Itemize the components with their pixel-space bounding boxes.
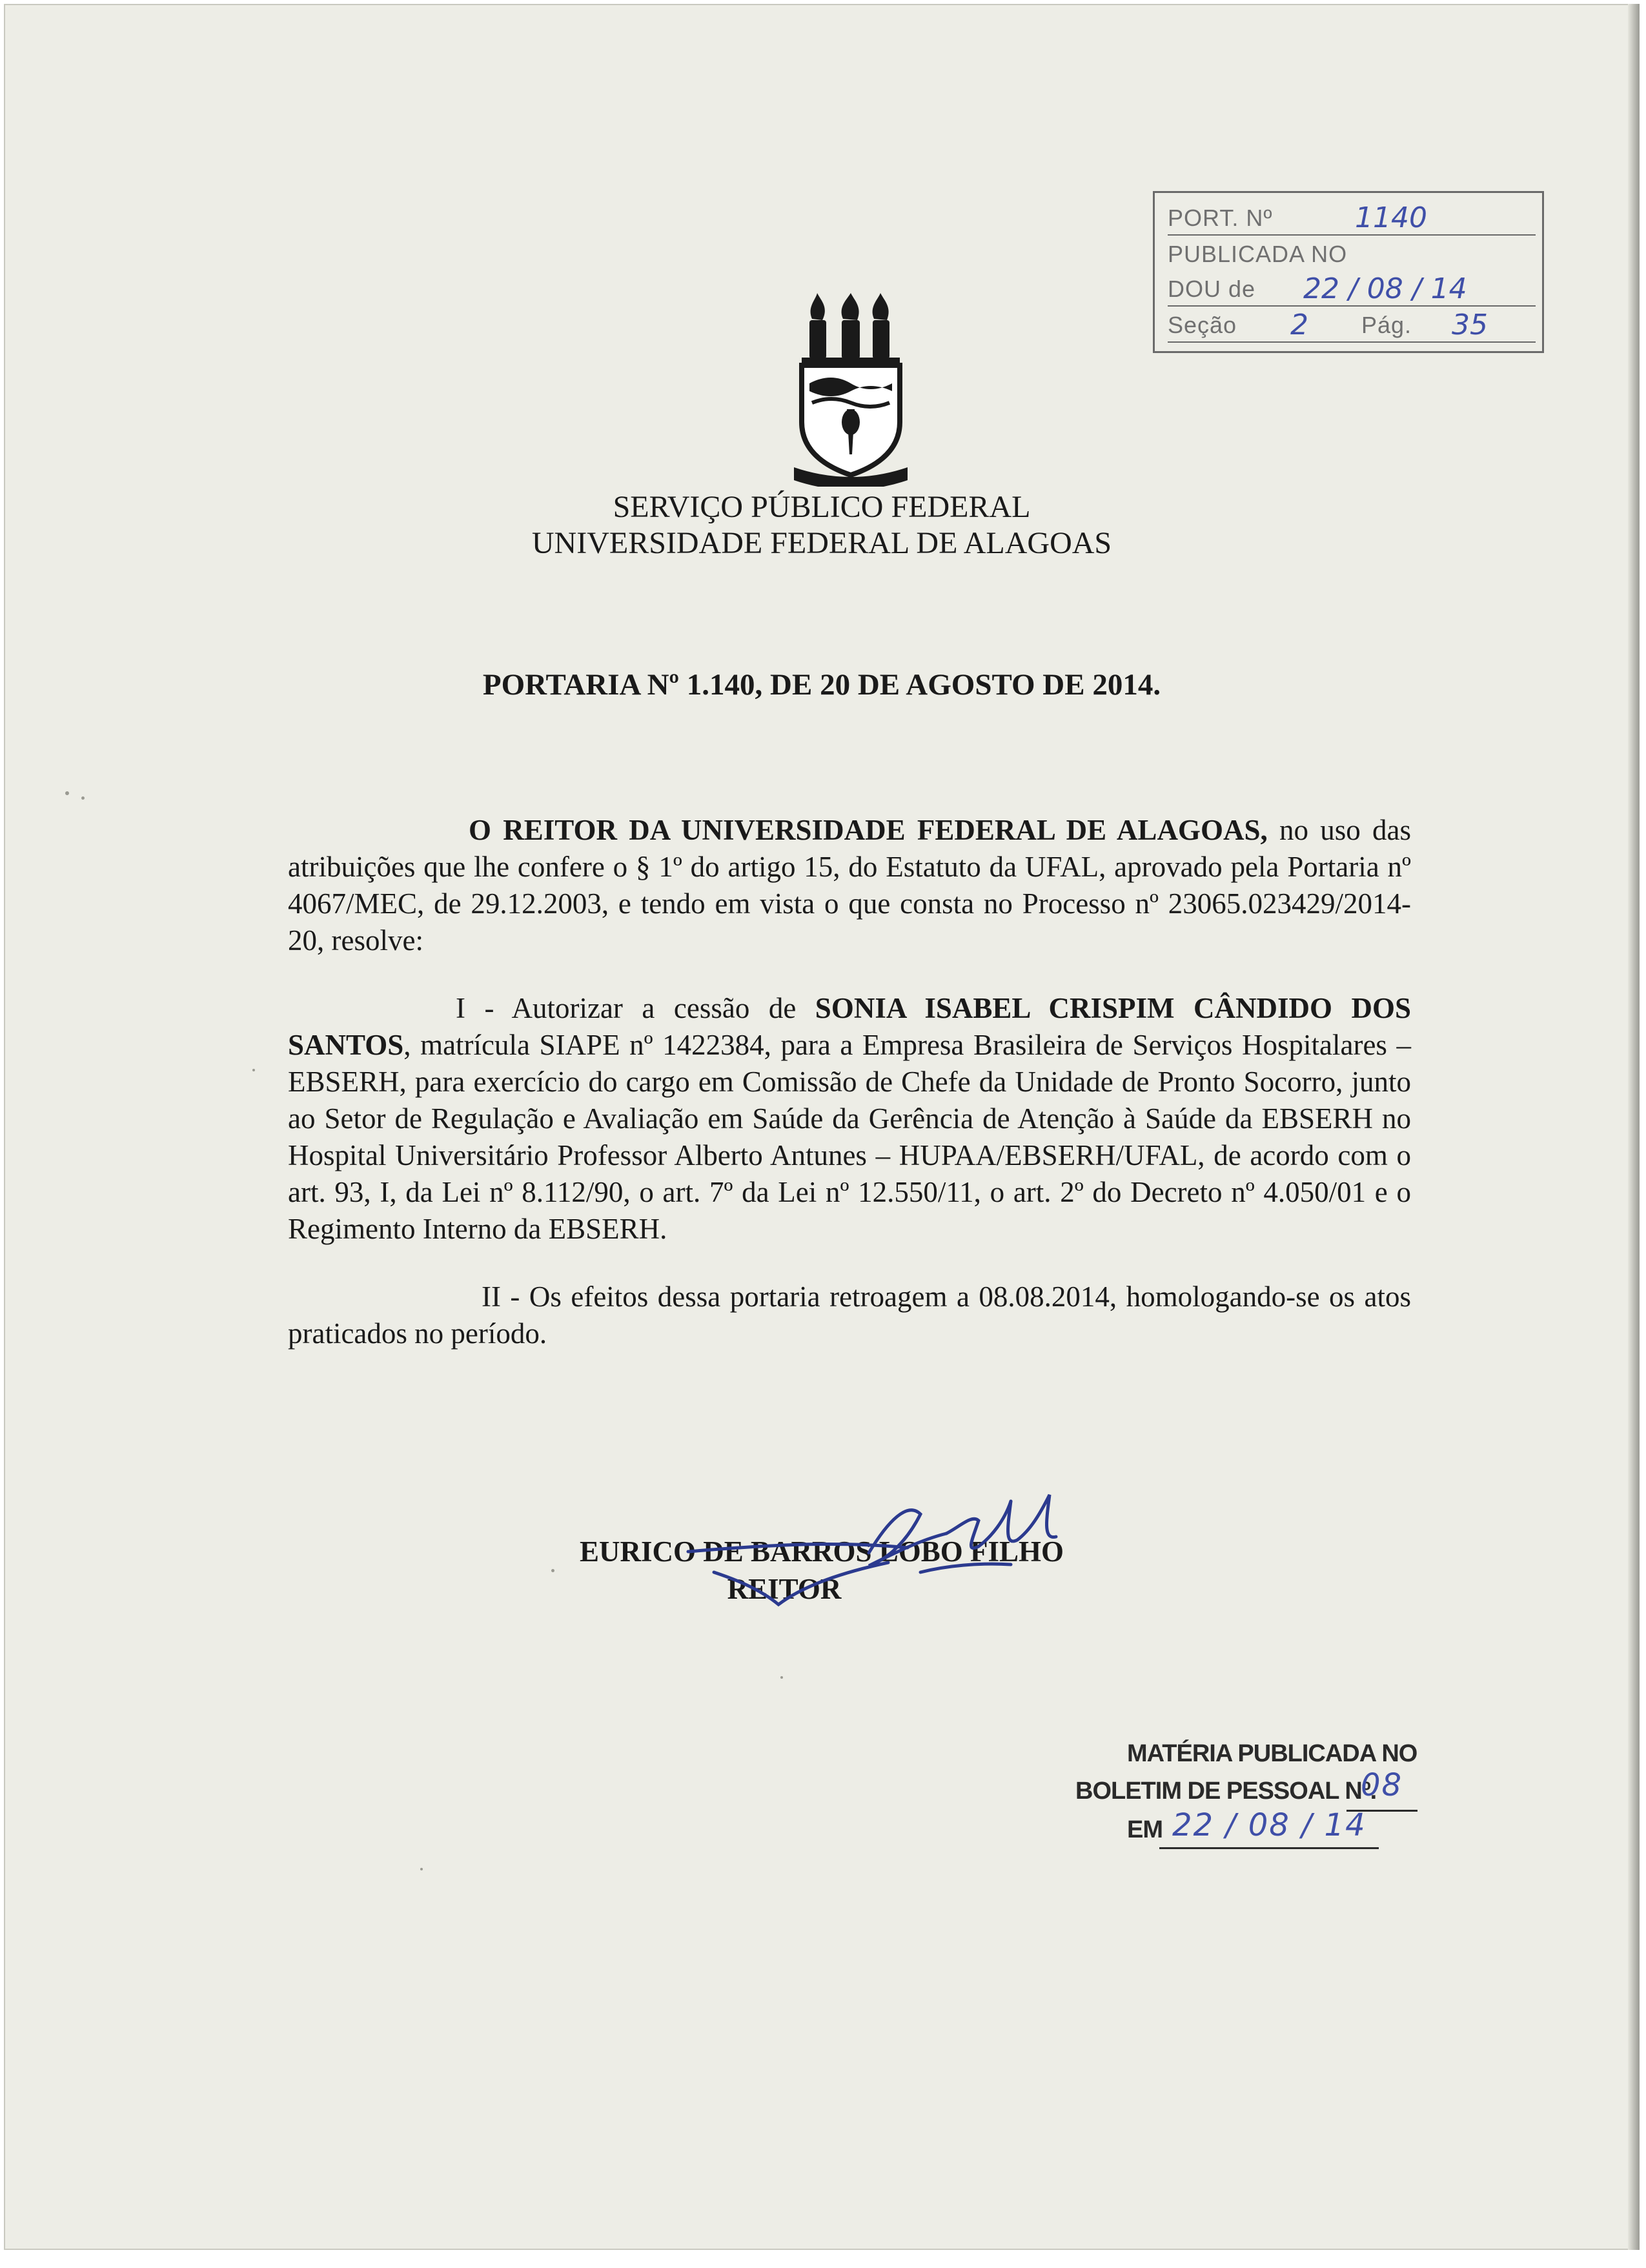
ufal-coat-of-arms-icon <box>793 293 909 487</box>
article-1-text-b: , matrícula SIAPE nº 1422384, para a Empresa Brasileira de Serviços Hospitalares – EBSERH, para exercício do cargo em Comissão de Chefe da Unidade de Pronto Socorro, junto ao Setor de Regulação e Avaliação em Saúde da Gerência de Atenção à Saúde da EBSERH no Hospital Universitário Professor Alberto Antunes – HUPAA/EBSERH/UFAL, de acordo com o art. 93, I, da Lei nº 8.112/90, o art. 7º da Lei nº 12.550/11, o art. 2º do Decreto nº 4.050/01 e o Regimento Interno da EBSERH. <box>288 1029 1411 1245</box>
materia-date-value: 22 / 08 / 14 <box>1172 1807 1367 1843</box>
stamp-dou-value: 22 / 08 / 14 <box>1303 272 1467 305</box>
document-title: PORTARIA Nº 1.140, DE 20 DE AGOSTO DE 2014. <box>482 668 1161 702</box>
materia-underline-2 <box>1159 1847 1379 1849</box>
stamp-secao-value: 2 <box>1290 309 1308 341</box>
document-page <box>4 4 1640 2250</box>
stamp-port-value: 1140 <box>1355 201 1427 234</box>
article-2-text: II - Os efeitos dessa portaria retroagem a 08.08.2014, homologando-se os atos praticados no período. <box>288 1281 1411 1350</box>
stamp-pag-label: Pág. <box>1361 312 1412 338</box>
stamp-row-secao <box>1168 305 1536 343</box>
materia-boletim-value: 08 <box>1361 1767 1403 1803</box>
materia-line3-label: EM <box>1127 1816 1163 1843</box>
handwritten-signature <box>675 1475 1088 1617</box>
article-1-text-a: I - Autorizar a cessão de <box>456 992 815 1024</box>
stamp-secao-label: Seção <box>1168 312 1237 338</box>
materia-line2: BOLETIM DE PESSOAL Nº. <box>1075 1777 1377 1805</box>
stamp-publicada-label: PUBLICADA NO <box>1168 241 1348 267</box>
preamble-bold-lead: O REITOR DA UNIVERSIDADE FEDERAL DE ALAGOAS, <box>469 814 1268 846</box>
header-university: UNIVERSIDADE FEDERAL DE ALAGOAS <box>531 526 1112 560</box>
paper-speck <box>551 1569 554 1572</box>
article-1-name: SONIA ISABEL CRISPIM CÂNDIDO DOS SANTOS <box>288 992 1411 1061</box>
paper-speck <box>81 796 85 800</box>
materia-line1: MATÉRIA PUBLICADA NO <box>1127 1740 1417 1767</box>
signatory-name: EURICO DE BARROS LOBO FILHO <box>579 1535 1064 1568</box>
boletim-publication-stamp <box>1075 1740 1437 1882</box>
stamp-dou-label: DOU de <box>1168 276 1256 302</box>
stamp-row-publicada <box>1168 234 1536 270</box>
stamp-pag-value: 35 <box>1452 309 1488 341</box>
stamp-port-label: PORT. Nº <box>1168 205 1273 231</box>
stamp-row-dou <box>1168 269 1536 307</box>
paper-speck <box>780 1676 783 1679</box>
paper-speck <box>252 1069 255 1071</box>
paper-speck <box>420 1868 423 1870</box>
paragraph-article-1 <box>288 990 1411 1248</box>
dou-publication-stamp <box>1153 191 1544 353</box>
preamble-text: no uso das atribuições que lhe confere o § 1º do artigo 15, do Estatuto da UFAL, aprovado pela Portaria nº 4067/MEC, de 29.12.2003, e tendo em vista o que consta no Processo nº 23065.023429/2014-20, resolve: <box>288 814 1411 957</box>
signatory-role: REITOR <box>727 1573 842 1605</box>
paper-speck <box>65 791 69 795</box>
paragraph-article-2 <box>288 1279 1411 1352</box>
stamp-row-port <box>1168 198 1536 236</box>
paragraph-preamble <box>288 812 1411 959</box>
header-service: SERVIÇO PÚBLICO FEDERAL <box>613 490 1031 524</box>
